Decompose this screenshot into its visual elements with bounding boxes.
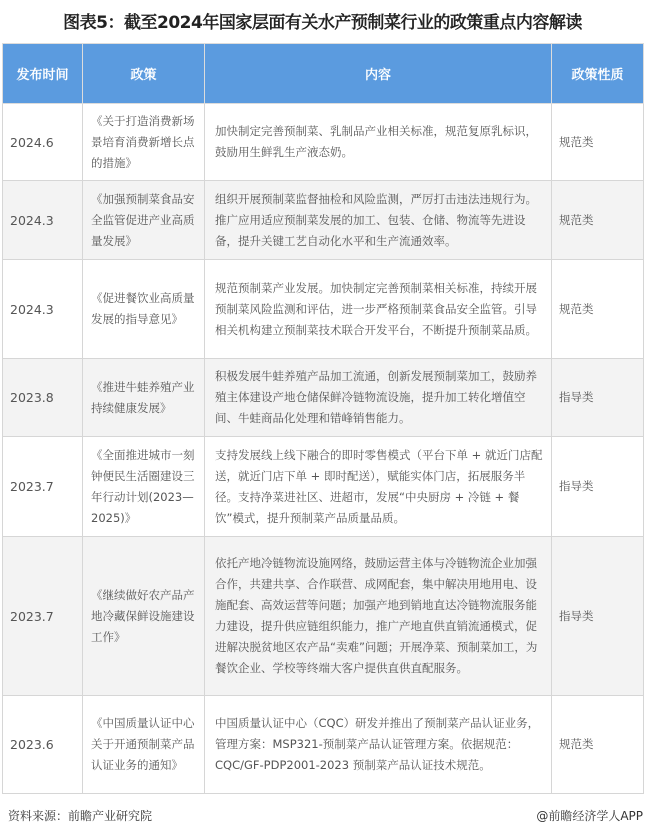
header-policy: 政策 (83, 44, 205, 104)
policy-table (2, 43, 644, 794)
row-content: 支持发展线上线下融合的即时零售模式（平台下单 + 就近门店配送，就近门店下单 + 即时配送），赋能实体门店，拓展服务半径。支持净菜进社区、进超市，发展“中央厨房 + 冷链 + 餐饮”模式，提升预制菜产品质量品质。 (205, 437, 552, 537)
row-nature: 规范类 (552, 260, 644, 359)
source-note: 资料来源：前瞻产业研究院 (8, 809, 153, 823)
row-date: 2023.7 (3, 537, 83, 696)
row-date: 2023.8 (3, 359, 83, 437)
row-content: 中国质量认证中心（CQC）研发并推出了预制菜产品认证业务，管理方案：MSP321-预制菜产品认证管理方案。依据规范：CQC/GF-PDP2001-2023 预制菜产品认证技术规范。 (205, 696, 552, 794)
header-nature: 政策性质 (552, 44, 644, 104)
table-row (3, 437, 644, 537)
table-row (3, 359, 644, 437)
row-date: 2023.6 (3, 696, 83, 794)
row-nature: 指导类 (552, 537, 644, 696)
page-title: 图表5：截至2024年国家层面有关水产预制菜行业的政策重点内容解读 (63, 13, 582, 33)
table-row (3, 696, 644, 794)
row-nature: 规范类 (552, 696, 644, 794)
row-date: 2024.3 (3, 260, 83, 359)
row-nature: 指导类 (552, 437, 644, 537)
row-policy: 《加强预制菜食品安全监管促进产业高质量发展》 (83, 181, 205, 260)
row-policy: 《推进牛蛙养殖产业持续健康发展》 (83, 359, 205, 437)
header-content: 内容 (205, 44, 552, 104)
row-nature: 规范类 (552, 181, 644, 260)
table-row (3, 104, 644, 181)
table-row (3, 537, 644, 696)
row-content: 依托产地冷链物流设施网络，鼓励运营主体与冷链物流企业加强合作，共建共享、合作联营、成网配套，集中解决用地用电、设施配套、高效运营等问题；加强产地到销地直达冷链物流服务能力建设，提升供应链组织能力，推广产地直供直销流通模式，促进解决脱贫地区农产品“卖难”问题；开展净菜、预制菜加工，为餐饮企业、学校等终端大客户提供直供直配服务。 (205, 537, 552, 696)
row-date: 2024.3 (3, 181, 83, 260)
row-policy: 《中国质量认证中心关于开通预制菜产品认证业务的通知》 (83, 696, 205, 794)
row-policy: 《全面推进城市一刻钟便民生活圈建设三年行动计划(2023—2025)》 (83, 437, 205, 537)
row-date: 2023.7 (3, 437, 83, 537)
row-policy: 《关于打造消费新场景培育消费新增长点的措施》 (83, 104, 205, 181)
row-content: 加快制定完善预制菜、乳制品产业相关标准，规范复原乳标识，鼓励用生鲜乳生产液态奶。 (205, 104, 552, 181)
credit-note: @前瞻经济学人APP (536, 809, 643, 823)
row-nature: 指导类 (552, 359, 644, 437)
row-content: 积极发展牛蛙养殖产品加工流通，创新发展预制菜加工，鼓励养殖主体建设产地仓储保鲜冷链物流设施，提升加工转化增值空间、牛蛙商品化处理和错峰销售能力。 (205, 359, 552, 437)
row-date: 2024.6 (3, 104, 83, 181)
table-row (3, 260, 644, 359)
row-policy: 《促进餐饮业高质量发展的指导意见》 (83, 260, 205, 359)
row-nature: 规范类 (552, 104, 644, 181)
table-header-row (3, 44, 644, 104)
row-content: 组织开展预制菜监督抽检和风险监测，严厉打击违法违规行为。推广应用适应预制菜发展的加工、包装、仓储、物流等先进设备，提升关键工艺自动化水平和生产流通效率。 (205, 181, 552, 260)
table-row (3, 181, 644, 260)
row-content: 规范预制菜产业发展。加快制定完善预制菜相关标准，持续开展预制菜风险监测和评估，进一步严格预制菜食品安全监管。引导相关机构建立预制菜技术联合开发平台，不断提升预制菜品质。 (205, 260, 552, 359)
header-date: 发布时间 (3, 44, 83, 104)
row-policy: 《继续做好农产品产地冷藏保鲜设施建设工作》 (83, 537, 205, 696)
